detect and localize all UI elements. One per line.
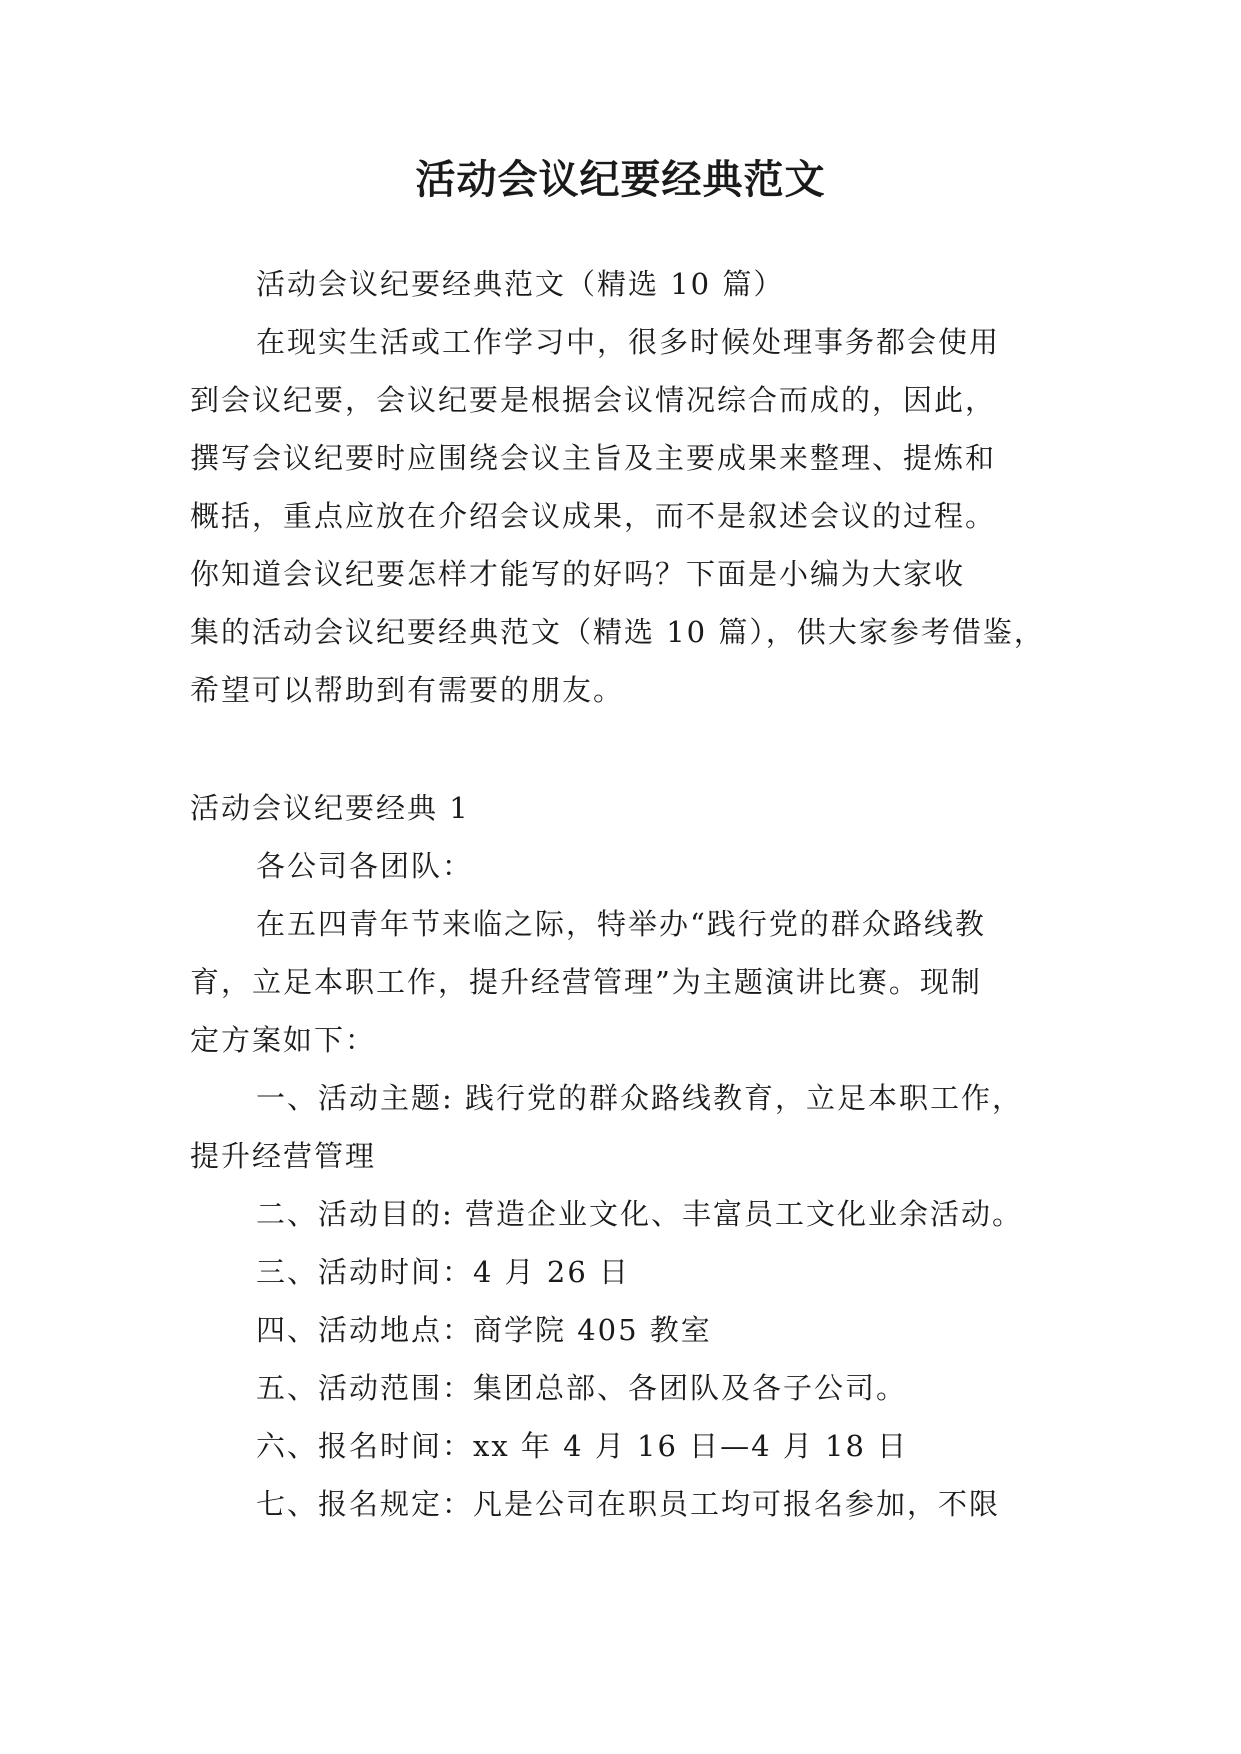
intro-line: 希望可以帮助到有需要的朋友。: [190, 673, 625, 707]
body-line: 在五四青年节来临之际，特举办“践行党的群众路线教: [256, 907, 986, 941]
subtitle-line: 活动会议纪要经典范文（精选 10 篇）: [256, 267, 785, 301]
list-item: 四、活动地点：商学院 405 教室: [256, 1313, 712, 1347]
intro-line: 在现实生活或工作学习中，很多时候处理事务都会使用: [256, 325, 1001, 359]
document-title: 活动会议纪要经典范文: [415, 156, 826, 203]
list-item: 七、报名规定：凡是公司在职员工均可报名参加，不限: [256, 1487, 1001, 1521]
section-heading: 活动会议纪要经典 1: [190, 791, 470, 825]
list-item: 六、报名时间：xx 年 4 月 16 日—4 月 18 日: [256, 1429, 909, 1463]
list-item: 二、活动目的: 营造企业文化、丰富员工文化业余活动。: [256, 1197, 1023, 1231]
body-line: 育，立足本职工作，提升经营管理”为主题演讲比赛。现制: [190, 965, 982, 999]
list-item: 三、活动时间：4 月 26 日: [256, 1255, 631, 1289]
list-item: 一、活动主题: 践行党的群众路线教育，立足本职工作，: [256, 1081, 1023, 1115]
intro-line: 撰写会议纪要时应围绕会议主旨及主要成果来整理、提炼和: [190, 441, 997, 475]
body-line: 定方案如下：: [190, 1023, 377, 1057]
intro-line: 集的活动会议纪要经典范文（精选 10 篇），供大家参考借鉴，: [190, 615, 1045, 649]
salutation-line: 各公司各团队：: [256, 849, 474, 883]
list-item-continuation: 提升经营管理: [190, 1139, 377, 1173]
intro-line: 到会议纪要，会议纪要是根据会议情况综合而成的，因此，: [190, 383, 997, 417]
intro-line: 你知道会议纪要怎样才能写的好吗？下面是小编为大家收: [190, 557, 966, 591]
intro-line: 概括，重点应放在介绍会议成果，而不是叙述会议的过程。: [190, 499, 997, 533]
list-item: 五、活动范围：集团总部、各团队及各子公司。: [256, 1371, 908, 1405]
